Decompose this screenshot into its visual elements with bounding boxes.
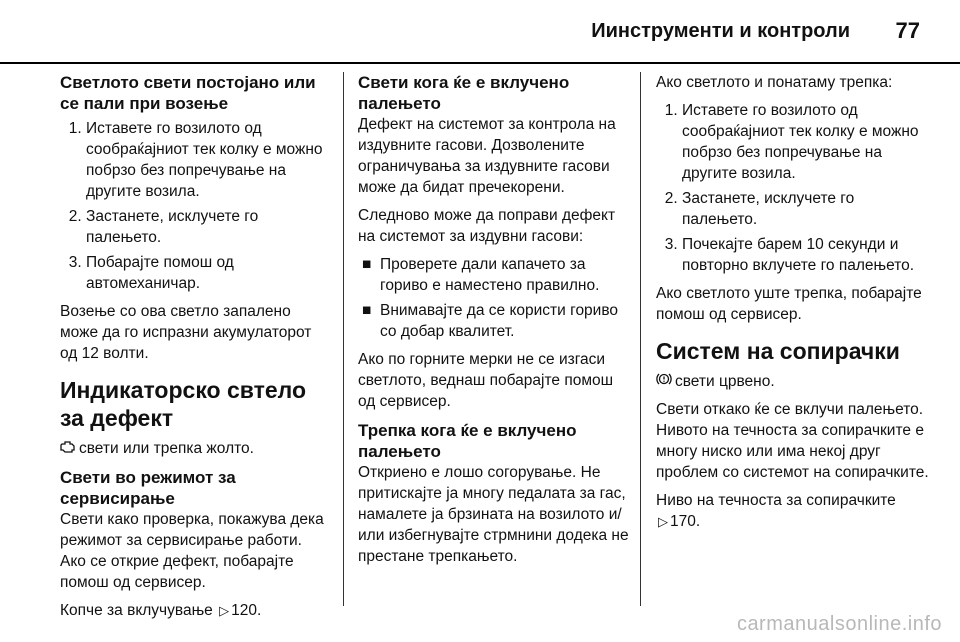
list-item: ■ Проверете дали капачето за гориво е наместено правилно. (362, 256, 600, 294)
paragraph: Ако светлото и понатаму трепка: (656, 74, 893, 91)
paragraph: Свети како проверка, покажува дека режимот за сервисирање работи. Ако се открие дефект, побарајте помош од сервисер. (60, 511, 324, 591)
checks-list (358, 254, 630, 342)
indicator-text: свети црвено. (675, 373, 775, 390)
list-item: 3. Почекајте барем 10 секунди и повторно вклучете го палењето. (682, 234, 932, 276)
engine-check-icon (60, 438, 76, 459)
indicator-text: свети или трепка жолто. (79, 440, 254, 457)
paragraph: Ако по горните мерки не се изгаси светлото, веднаш побарајте помош од сервисер. (358, 351, 614, 410)
paragraph (60, 438, 332, 459)
list-item: ■ Внимавајте да се користи гориво со добар квалитет. (362, 302, 619, 340)
paragraph: Возење со ова светло запалено може да го испразни акумулаторот од 12 волти. (60, 303, 312, 362)
heading-brake-system: Систем на сопирачки (656, 338, 900, 364)
paragraph (656, 371, 932, 392)
watermark: carmanualsonline.info (736, 613, 942, 635)
reference-text: Ниво на течноста за сопирачките (656, 492, 896, 509)
page-reference-link[interactable]: 120. (231, 602, 262, 619)
brake-warning-icon (656, 371, 672, 392)
column-divider (343, 72, 344, 606)
steps-list (60, 118, 332, 294)
paragraph: Дефект на системот за контрола на издувните гасови. Дозволените ограничувања за издувните гасови може да бидат пречекорени. (358, 116, 616, 196)
page-reference-link[interactable]: 170. (670, 513, 701, 530)
column-3 (656, 72, 932, 539)
reference-text: Копче за вклучување (60, 602, 213, 619)
page-number: 77 (895, 18, 920, 43)
paragraph: Ако светлото уште трепка, побарајте помош од сервисер. (656, 285, 922, 323)
heading-malfunction-indicator: Индикаторско свтело за дефект (60, 377, 307, 431)
section-title: Иинструменти и контроли (591, 20, 850, 42)
page-reference-icon: ▷ (219, 603, 230, 618)
list-item: 1. Иставете го возилото од сообраќајниот тек колку е можно побрзо без попречување на другите возила. (682, 100, 932, 184)
list-item: 2. Застанете, исклучете го палењето. (682, 188, 932, 230)
paragraph: Откриено е лошо согорување. Не притискајте ја многу педалата за гас, намалете ја брзината на возилото и/или избегнувајте стрмнини додека не престане трепкањето. (358, 464, 629, 565)
square-bullet-icon: ■ (362, 256, 372, 273)
page-reference-icon: ▷ (658, 514, 668, 529)
steps-list (656, 100, 932, 276)
square-bullet-icon: ■ (362, 302, 372, 319)
paragraph: Свети откако ќе се вклучи палењето. Нивото на течноста за сопирачките е многу ниско или има некој друг проблем со системот на сопирачките. (656, 401, 929, 481)
paragraph (656, 490, 932, 532)
column-1 (60, 72, 332, 628)
heading-on-with-ignition: Свети кога ќе е вклучено палењето (358, 73, 570, 113)
paragraph (60, 600, 332, 621)
paragraph: Следново може да поправи дефект на системот за издувни гасови: (358, 207, 616, 245)
heading-service-mode: Свети во режимот за сервисирање (60, 468, 236, 508)
list-item: 3. Побарајте помош од автомеханичар. (86, 252, 332, 294)
page-header (0, 0, 960, 62)
column-2 (358, 72, 630, 574)
header-rule (0, 62, 960, 64)
heading-flashing-with-ignition: Трепка кога ќе е вклучено палењето (358, 421, 577, 461)
column-divider (640, 72, 641, 606)
heading-light-on-while-driving: Светлото свети постојано или се пали при возење (60, 73, 316, 113)
list-item: 2. Застанете, исклучете го палењето. (86, 206, 332, 248)
list-item: 1. Иставете го возилото од сообраќајниот тек колку е можно побрзо без попречување на другите возила. (86, 118, 332, 202)
